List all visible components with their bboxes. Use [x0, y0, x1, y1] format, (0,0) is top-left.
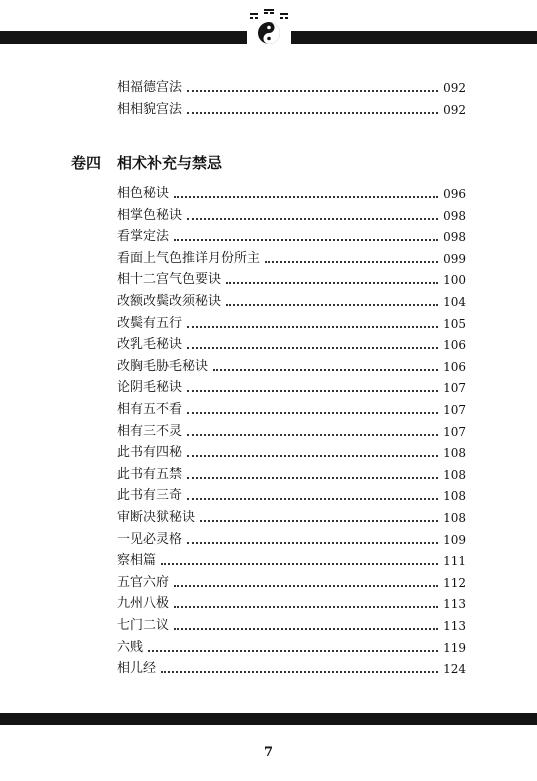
toc-entry-page: 105 — [443, 317, 466, 331]
toc-entry — [117, 528, 466, 548]
dot-leader — [174, 605, 438, 608]
toc-entry-title: 九州八极 — [117, 596, 170, 611]
yin-yang-emblem-icon — [244, 7, 294, 47]
toc-entry-page: 092 — [443, 81, 466, 95]
toc-entry-page: 106 — [443, 360, 466, 374]
toc-entry-page: 108 — [443, 446, 466, 460]
dot-leader — [226, 281, 438, 284]
toc-entry-page: 111 — [443, 554, 466, 568]
toc-entry-page: 096 — [443, 187, 466, 201]
dot-leader — [187, 89, 438, 92]
toc-entry-title: 改乳毛秘诀 — [117, 337, 183, 352]
dot-leader — [174, 238, 438, 241]
toc-entry — [117, 312, 466, 332]
toc-entry — [117, 657, 466, 677]
dot-leader — [226, 303, 438, 306]
toc-entry-title: 一见必灵格 — [117, 532, 183, 547]
dot-leader — [187, 433, 438, 436]
toc-entry-page: 124 — [443, 662, 466, 676]
toc-entry-page: 107 — [443, 425, 466, 439]
toc-entry-title: 相十二宫气色要诀 — [117, 272, 222, 287]
dot-leader — [265, 260, 438, 263]
toc-entry — [117, 290, 466, 310]
toc-entry-title: 改鬓有五行 — [117, 316, 183, 331]
toc-entry — [117, 247, 466, 267]
toc-entry — [117, 398, 466, 418]
toc-entry — [117, 376, 466, 396]
toc-entry-title: 七门二议 — [117, 618, 170, 633]
toc-entry-page: 107 — [443, 403, 466, 417]
toc-entry — [117, 204, 466, 224]
dot-leader — [187, 325, 438, 328]
toc-entry-title: 此书有五禁 — [117, 467, 183, 482]
toc-entry-title: 相色秘诀 — [117, 186, 170, 201]
toc-entry-page: 107 — [443, 381, 466, 395]
toc-entry-page: 119 — [443, 641, 466, 655]
toc-entry — [117, 355, 466, 375]
section-title: 相术补充与禁忌 — [117, 154, 223, 172]
toc-entry — [117, 98, 466, 118]
toc-entry-title: 相福德宫法 — [117, 80, 183, 95]
toc-entry-title: 论阴毛秘诀 — [117, 380, 183, 395]
dot-leader — [174, 627, 438, 630]
toc-entry-title: 改胸毛胁毛秘诀 — [117, 359, 209, 374]
toc-entry-page: 108 — [443, 468, 466, 482]
toc-entry — [117, 506, 466, 526]
toc-entry-title: 六贱 — [117, 640, 144, 655]
toc-entry-page: 108 — [443, 489, 466, 503]
dot-leader — [187, 411, 438, 414]
toc-entry — [117, 636, 466, 656]
toc-entry-title: 相掌色秘诀 — [117, 208, 183, 223]
toc-entry-page: 113 — [443, 597, 466, 611]
dot-leader — [213, 368, 438, 371]
toc-entry-title: 看掌定法 — [117, 229, 170, 244]
toc-entry-title: 此书有三奇 — [117, 488, 183, 503]
toc-entry — [117, 268, 466, 288]
toc-entry — [117, 463, 466, 483]
toc-entry-title: 看面上气色推详月份所主 — [117, 251, 261, 266]
toc-entry-title: 改额改鬓改须秘诀 — [117, 294, 222, 309]
toc-entry-title: 审断决狱秘诀 — [117, 510, 196, 525]
dot-leader — [187, 541, 438, 544]
dot-leader — [187, 111, 438, 114]
toc-entry-title: 五官六府 — [117, 575, 170, 590]
toc-entry-title: 相儿经 — [117, 661, 157, 676]
toc-entry-page: 100 — [443, 273, 466, 287]
dot-leader — [174, 195, 438, 198]
toc-entry-page: 108 — [443, 511, 466, 525]
toc-entry-page: 113 — [443, 619, 466, 633]
toc-entry-page: 109 — [443, 533, 466, 547]
footer-band — [0, 713, 537, 725]
toc-entry-page: 092 — [443, 103, 466, 117]
page-number: 7 — [263, 745, 274, 760]
dot-leader — [187, 389, 438, 392]
toc-entry-title: 察相篇 — [117, 553, 157, 568]
toc-entry-title: 此书有四秘 — [117, 445, 183, 460]
dot-leader — [174, 584, 438, 587]
toc-entry — [117, 76, 466, 96]
dot-leader — [187, 217, 438, 220]
toc-entry — [117, 549, 466, 569]
section-heading — [71, 152, 222, 173]
dot-leader — [200, 519, 438, 522]
toc-entry-page: 112 — [443, 576, 466, 590]
dot-leader — [148, 649, 438, 652]
toc-entry-title: 相有三不灵 — [117, 424, 183, 439]
toc-entry — [117, 333, 466, 353]
toc-entry — [117, 592, 466, 612]
toc-entry — [117, 182, 466, 202]
dot-leader — [187, 346, 438, 349]
toc-entry-page: 106 — [443, 338, 466, 352]
dot-leader — [187, 497, 438, 500]
toc-entry — [117, 441, 466, 461]
toc-entry-page: 098 — [443, 209, 466, 223]
toc-entry — [117, 225, 466, 245]
toc-entry-page: 099 — [443, 252, 466, 266]
dot-leader — [187, 454, 438, 457]
toc-entry-page: 098 — [443, 230, 466, 244]
dot-leader — [161, 670, 438, 673]
dot-leader — [187, 476, 438, 479]
toc-entry-title: 相有五不看 — [117, 402, 183, 417]
toc-entry — [117, 571, 466, 591]
section-volume: 卷四 — [71, 154, 102, 172]
dot-leader — [161, 562, 438, 565]
toc-entry — [117, 420, 466, 440]
toc-entry-title: 相相貌宫法 — [117, 102, 183, 117]
toc-entry — [117, 614, 466, 634]
toc-entry-page: 104 — [443, 295, 466, 309]
toc-entry — [117, 484, 466, 504]
